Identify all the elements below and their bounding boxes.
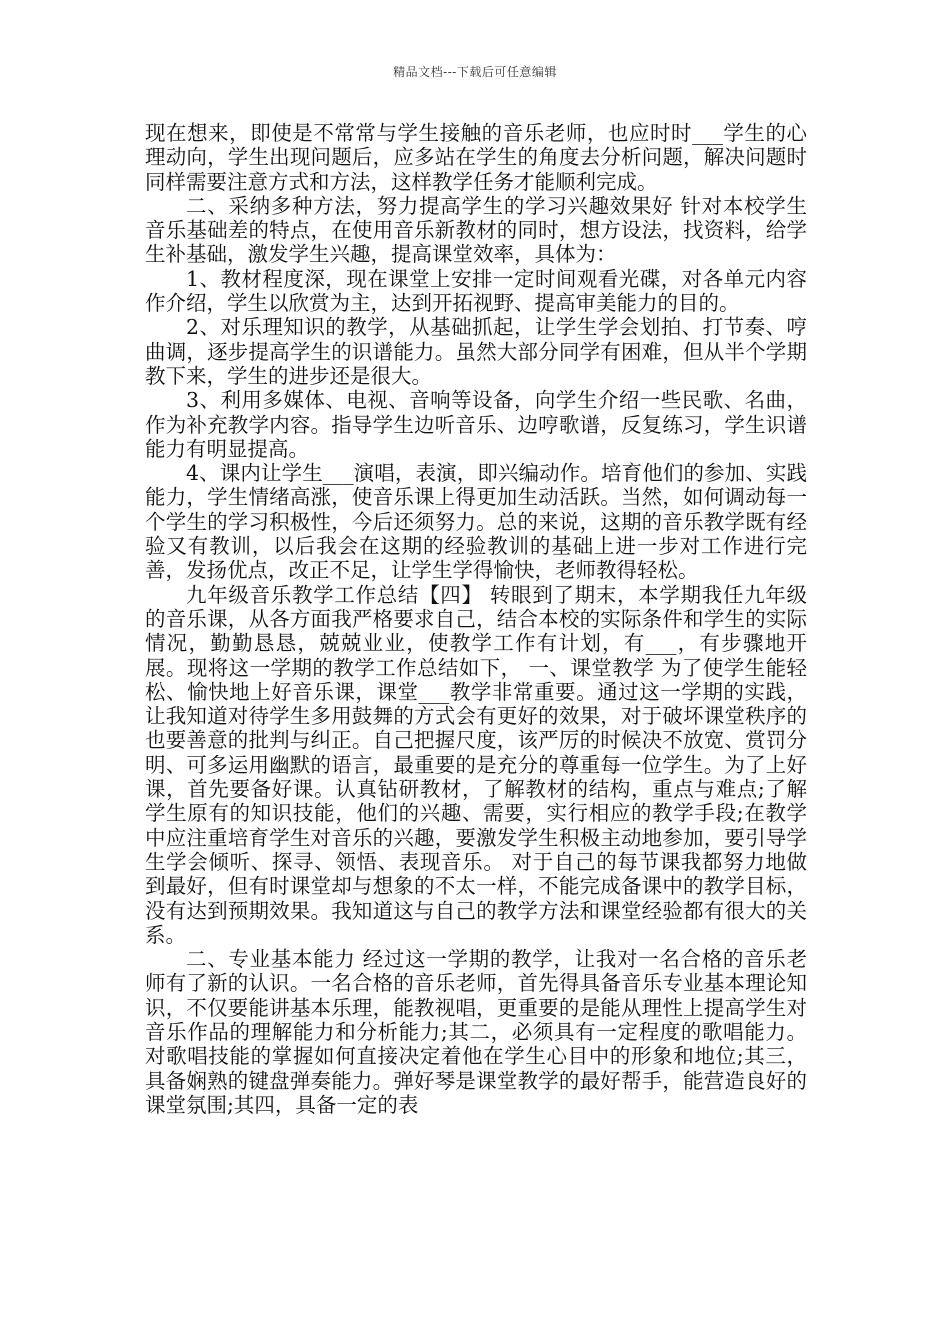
paragraph-item-3: 3、利用多媒体、电视、音响等设备，向学生介绍一些民歌、名曲，作为补充教学内容。指导学生边听音乐、边哼歌谱，反复练习，学生识谱能力有明显提高。 xyxy=(145,388,807,461)
paragraph-section-two-methods: 二、采纳多种方法，努力提高学生的学习兴趣效果好 针对本校学生音乐基础差的特点，在使用音乐新教材的同时，想方设法，找资料，给学生补基础，激发学生兴趣，提高课堂效率，具体为： xyxy=(145,193,807,267)
paragraph-summary-four: 九年级音乐教学工作总结【四】 转眼到了期末，本学期我任九年级的音乐课，从各方面我严格要求自己，结合本校的实际条件和学生的实际情况，勤勤恳恳，兢兢业业，使教学工作有计划，有___，有步骤地开展。现将这一学期的教学工作总结如下， 一、课堂教学 为了使学生能轻松、愉快地上好音乐课，课堂___教学非常重要。通过这一学期的实践，让我知道对待学生多用鼓舞的方式会有更好的效果，对于破坏课堂秩序的也要善意的批判与纠正。自己把握尺度，该严厉的时候决不放宽、赏罚分明、可多运用幽默的语言，最重要的是充分的尊重每一位学生。为了上好课，首先要备好课。认真钻研教材，了解教材的结构，重点与难点;了解学生原有的知识技能，他们的兴趣、需要，实行相应的教学手段;在教学中应注重培育学生对音乐的兴趣，要激发学生积极主动地参加，要引导学生学会倾听、探寻、领悟、表现音乐。 对于自己的每节课我都努力地做到最好，但有时课堂却与想象的不太一样，不能完成备课中的教学目标，没有达到预期效果。我知道这与自己的教学方法和课堂经验都有很大的关系。 xyxy=(145,582,807,947)
page-header: 精品文档---下载后可任意编辑 xyxy=(393,65,557,79)
document-body xyxy=(145,121,807,1117)
paragraph-continuation: 现在想来，即使是不常常与学生接触的音乐老师，也应时时___学生的心理动向，学生出现问题后，应多站在学生的角度去分析问题，解决问题时同样需要注意方式和方法，这样教学任务才能顺利完成。 xyxy=(145,121,807,194)
paragraph-item-1: 1、教材程度深，现在课堂上安排一定时间观看光碟，对各单元内容作介绍，学生以欣赏为主，达到开拓视野、提高审美能力的目的。 xyxy=(145,266,807,316)
paragraph-item-4: 4、课内让学生___演唱，表演，即兴编动作。培育他们的参加、实践能力，学生情绪高涨，使音乐课上得更加生动活跃。当然，如何调动每一个学生的学习积极性，今后还须努力。总的来说，这期的音乐教学既有经验又有教训，以后我会在这期的经验教训的基础上进一步对工作进行完善，发扬优点，改正不足，让学生学得愉快，老师教得轻松。 xyxy=(145,461,807,583)
paragraph-professional-ability: 二、专业基本能力 经过这一学期的教学，让我对一名合格的音乐老师有了新的认识。一名合格的音乐老师，首先得具备音乐专业基本理论知识，不仅要能讲基本乐理，能教视唱，更重要的是能从理性上提高学生对音乐作品的理解能力和分析能力;其二，必须具有一定程度的歌唱能力。对歌唱技能的掌握如何直接决定着他在学生心目中的形象和地位;其三，具备娴熟的键盘弹奏能力。弹好琴是课堂教学的最好帮手，能营造良好的课堂氛围;其四，具备一定的表 xyxy=(145,947,807,1117)
paragraph-item-2: 2、对乐理知识的教学，从基础抓起，让学生学会划拍、打节奏、哼曲调，逐步提高学生的识谱能力。虽然大部分同学有困难，但从半个学期教下来，学生的进步还是很大。 xyxy=(145,315,807,388)
